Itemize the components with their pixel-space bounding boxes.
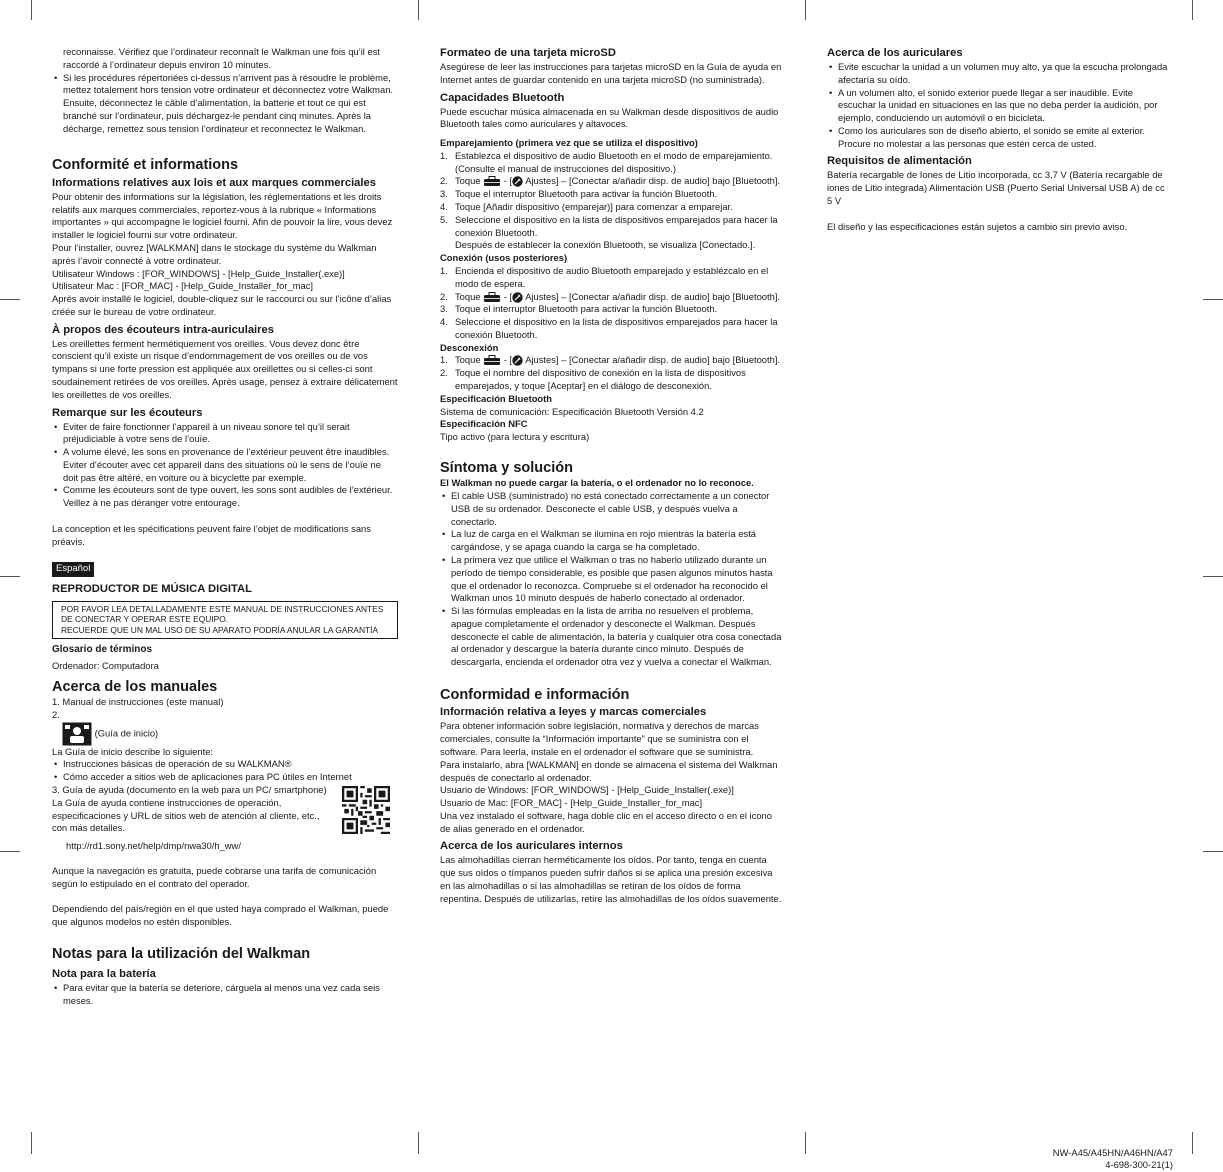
paragraph: La Guía de inicio describe lo siguiente:	[52, 745, 214, 757]
desconexion-steps	[440, 354, 784, 392]
paragraph: 3. Guía de ayuda (documento en la web para un PC/ smartphone)	[52, 783, 327, 795]
crop-mark	[0, 299, 20, 300]
warning-line: RECUERDE QUE UN MAL USO DE SU APARATO PODRÍA ANULAR LA GARANTÍA	[61, 625, 379, 636]
list-item: • La luz de carga en el Walkman se ilumina en rojo mientras la batería está cargándose, y se apaga cuando la carga se ha completado.	[440, 528, 784, 554]
crop-mark	[805, 1132, 806, 1154]
subsection-title: Nota para la batería	[52, 968, 156, 981]
step-group-title: Conexión (usos posteriores)	[440, 252, 568, 264]
subsection-title: Informations relatives aux lois et aux marques commerciales	[52, 176, 376, 189]
section-title: Conformité et informations	[52, 157, 239, 174]
list-item: • Cómo acceder a sitios web de aplicaciones para PC útiles en Internet	[52, 771, 398, 784]
bateria-list	[52, 982, 398, 1008]
step-group-title: Desconexión	[440, 341, 499, 353]
list-item: • El cable USB (suministrado) no está conectado correctamente a un conector USB de su ordenador. Desconecte el cable USB, y después vuelva a conectarlo.	[440, 490, 784, 528]
column-3	[827, 46, 1172, 234]
part-number: 4-698-300-21(1)	[1105, 1159, 1173, 1171]
subsection-title: Remarque sur les écouteurs	[52, 406, 203, 419]
crop-mark	[1203, 299, 1223, 300]
list-item: 2. Toque - [ Ajustes] – [Conectar a/añadir disp. de audio] bajo [Bluetooth].	[440, 175, 781, 187]
step-group-title: Emparejamiento (primera vez que se utiliza el dispositivo)	[440, 137, 698, 149]
toolbox-icon	[483, 355, 501, 366]
paragraph: Utilisateur Mac : [FOR_MAC] - [Help_Guide_Installer_for_mac]	[52, 280, 314, 292]
subsection-title: Acerca de los auriculares	[827, 47, 963, 59]
subsection-title: Acerca de los auriculares internos	[440, 840, 623, 853]
paragraph: El diseño y las especificaciones están sujetos a cambio sin previo aviso.	[827, 220, 1128, 232]
list-item: 2. Toque el nombre del dispositivo de conexión en la lista de dispositivos emparejados, y toque [Aceptar] en el diálogo de desconexión.	[440, 367, 746, 391]
section-title: Notas para la utilización del Walkman	[52, 945, 311, 962]
spec-title: Especificación Bluetooth	[440, 392, 552, 404]
subsection-title: Formateo de una tarjeta microSD	[440, 47, 616, 59]
subsection-title: Glosario de términos	[52, 644, 153, 656]
settings-icon	[512, 355, 523, 366]
symptom-title: El Walkman no puede cargar la batería, o el ordenador no lo reconoce.	[440, 477, 754, 489]
crop-mark	[418, 1132, 419, 1154]
guia-list	[52, 758, 398, 784]
product-title: REPRODUCTOR DE MÚSICA DIGITAL	[52, 582, 252, 595]
section-title: Acerca de los manuales	[52, 678, 218, 695]
model-numbers: NW-A45/A45HN/A46HN/A47	[1052, 1147, 1173, 1158]
paragraph: La Guía de ayuda contiene instrucciones de operación, especificaciones y URL de sitios web de atención al cliente, etc., con más detalles.	[52, 796, 320, 834]
list-item: • Eviter de faire fonctionner l’appareil à un niveau sonore tel qu’il serait préjudiciable à votre sens de l’ouïe.	[52, 421, 398, 447]
section-title: Conformidad e información	[440, 686, 630, 703]
settings-icon	[512, 176, 523, 187]
paragraph: Puede escuchar música almacenada en su Walkman desde dispositivos de audio Bluetooth tales como auriculares y altavoces.	[440, 105, 779, 130]
qr-code	[342, 786, 390, 834]
paragraph: Après avoir installé le logiciel, double-cliquez sur le raccourci ou sur l’icône d’alias créée sur le bureau de votre ordinateur.	[52, 293, 392, 317]
toolbox-icon	[483, 176, 501, 187]
sintoma-list	[440, 490, 784, 669]
list-item: • Para evitar que la batería se deteriore, cárguela al menos una vez cada seis meses.	[52, 982, 398, 1008]
warning-line: POR FAVOR LEA DETALLADAMENTE ESTE MANUAL DE INSTRUCCIONES ANTES DE CONECTAR Y OPERAR ESTE EQUIPO.	[61, 603, 384, 625]
item-text: (Guía de inicio)	[94, 727, 159, 739]
crop-mark	[1203, 576, 1223, 577]
paragraph: Utilisateur Windows : [FOR_WINDOWS] - [Help_Guide_Installer(.exe)]	[52, 267, 345, 279]
section-title: Síntoma y solución	[440, 459, 573, 476]
paragraph: Pour l’installer, ouvrez [WALKMAN] dans le stockage du système du Walkman après l’avoir connecté à votre ordinateur.	[52, 241, 377, 266]
crop-mark	[418, 0, 419, 20]
paragraph: Ordenador: Computadora	[52, 659, 159, 671]
subsection-title: Información relativa a leyes y marcas comerciales	[440, 706, 707, 719]
help-guide-url[interactable]: http://rd1.sony.net/help/dmp/nwa30/h_ww/	[66, 840, 241, 852]
spec-title: Especificación NFC	[440, 418, 528, 430]
list-item: 1. Establezca el dispositivo de audio Bluetooth en el modo de emparejamiento. (Consulte el manual de instrucciones del dispositivo.)	[440, 149, 773, 174]
paragraph: Sistema de comunicación: Especificación Bluetooth Versión 4.2	[440, 405, 704, 417]
footer	[1053, 1147, 1173, 1171]
warning-box	[52, 601, 398, 640]
crop-mark	[31, 1132, 32, 1154]
paragraph: Les oreillettes ferment hermétiquement vos oreilles. Vous devez donc être conscient qu’il existe un risque d’endommagement de vos oreilles ou de vos tympans si une forte pression est appliquée aux oreillettes ou si celles-ci sont soudainement retirées de vos oreilles. Après usage, pensez à extraire délicatement les oreillettes de vos oreilles.	[52, 337, 398, 400]
paragraph: Las almohadillas cierran herméticamente los oídos. Por tanto, tenga en cuenta que sus oídos o tímpanos pueden sufrir daños si se aplica una presión excesiva en las almohadillas o si las almohadillas se retiran de los oídos de forma repentina. Después de utilizarlas, retire las almohadillas de los oídos suavemente.	[440, 854, 782, 904]
subsection-title: Capacidades Bluetooth	[440, 91, 565, 104]
column-1	[52, 46, 398, 1008]
conexion-steps	[440, 265, 784, 342]
intro-tail: reconnaisse. Vérifiez que l’ordinateur reconnaît le Walkman une fois qu’il est raccordé à l’ordinateur depuis environ 10 minutes.	[63, 46, 381, 70]
remarque-list	[52, 421, 398, 510]
paragraph: Usuario de Mac: [FOR_MAC] - [Help_Guide_Installer_for_mac]	[440, 797, 703, 809]
paragraph: 1. Manual de instrucciones (este manual)	[52, 696, 224, 708]
list-item: • Instrucciones básicas de operación de su WALKMAN®	[52, 758, 398, 771]
subsection-title: Requisitos de alimentación	[827, 155, 972, 168]
list-item: 3. Toque el interruptor Bluetooth para activar la función Bluetooth.	[440, 188, 718, 200]
subsection-title: À propos des écouteurs intra-auriculaires	[52, 323, 274, 336]
list-item: 5. Seleccione el dispositivo en la lista de dispositivos emparejados para hacer la conexión Bluetooth. Después de establecer la conexión Bluetooth, se visualiza [Conectado.].	[440, 213, 778, 251]
list-item: • Evite escuchar la unidad a un volumen muy alto, ya que la escucha prolongada afectaría su oído.	[827, 61, 1172, 87]
settings-icon	[512, 292, 523, 303]
list-item: 2. Toque - [ Ajustes] – [Conectar a/añadir disp. de audio] bajo [Bluetooth].	[440, 290, 781, 302]
list-item: 4. Seleccione el dispositivo en la lista de dispositivos emparejados para hacer la conexión Bluetooth.	[440, 316, 778, 340]
item-number: 2.	[52, 708, 60, 720]
paragraph: Dependiendo del país/región en el que usted haya comprado el Walkman, puede que algunos modelos no estén disponibles.	[52, 903, 389, 928]
paragraph: La conception et les spécifications peuvent faire l’objet de modifications sans préavis.	[52, 523, 371, 547]
list-item: • La primera vez que utilice el Walkman o tras no haberlo utilizado durante un período de tiempo considerable, es posible que pasen algunos minutos hasta que el ordenador lo reconozca. Compruebe si el ordenador ha reconocido el Walkman unos 10 minuto después de haberlo conectado al ordenador.	[440, 554, 784, 605]
startup-guide-icon	[62, 722, 92, 746]
list-item: 1. Encienda el dispositivo de audio Bluetooth emparejado y establézcalo en el modo de espera.	[440, 264, 769, 289]
list-item: • Si les procédures répertoriées ci-dessus n’arrivent pas à résoudre le problème, mettez totalement hors tension votre ordinateur et déconnectez votre Walkman. Ensuite, déconnectez le câble d’alimentation, la batterie et tout ce qui est branché sur l’ordinateur, puis déchargez-le pendant cinq minutes. Après la décharge, remettez sous tension l’ordinateur et reconnectez le Walkman.	[52, 72, 398, 136]
language-badge: Español	[52, 562, 94, 577]
list-item: • Comme les écouteurs sont de type ouvert, les sons sont audibles de l’extérieur. Veillez à ne pas déranger votre entourage.	[52, 484, 398, 510]
emparejamiento-steps	[440, 150, 784, 252]
intro-bullet-list	[52, 72, 398, 136]
paragraph: Para obtener información sobre legislación, normativa y derechos de marcas comerciales, consulte la “Información importante” que se suministra con el software. Para leerla, instale en el ordenador el software que se suministra.	[440, 720, 759, 757]
help-guide-block	[52, 784, 398, 835]
paragraph: Una vez instalado el software, haga doble clic en el acceso directo o en el icono de alias generado en el ordenador.	[440, 809, 772, 834]
paragraph: Asegúrese de leer las instrucciones para tarjetas microSD en la Guía de ayuda en Internet antes de guardar contenido en una tarjeta microSD (no suministrada).	[440, 61, 782, 85]
manual-2-row	[52, 709, 398, 746]
crop-mark	[0, 576, 20, 577]
paragraph: Para instalarlo, abra [WALKMAN] en donde se almacena el sistema del Walkman después de conectarlo al ordenador.	[440, 758, 778, 783]
paragraph: Pour obtenir des informations sur la législation, les réglementations et les droits relatifs aux marques commerciales, reportez-vous à la rubrique « Informations importantes » qui accompagne le logiciel fourni. Afin de pouvoir la lire, vous devez installer le logiciel fourni sur votre ordinateur.	[52, 190, 393, 241]
crop-mark	[0, 851, 20, 852]
crop-mark	[31, 0, 32, 20]
toolbox-icon	[483, 292, 501, 303]
column-2	[440, 46, 784, 906]
list-item: 1. Toque - [ Ajustes] – [Conectar a/añadir disp. de audio] bajo [Bluetooth].	[440, 354, 781, 366]
paragraph: Batería recargable de Iones de Litio incorporada, cc 3,7 V (Batería recargable de iones de Litio integrada) Alimentación USB (Puerto Serial Universal USB A) de cc 5 V	[827, 169, 1165, 207]
paragraph: Usuario de Windows: [FOR_WINDOWS] - [Help_Guide_Installer(.exe)]	[440, 784, 734, 796]
list-item: • A un volumen alto, el sonido exterior puede llegar a ser inaudible. Evite escuchar la unidad en situaciones en las que no deba perder la audición, por ejemplo, conduciendo un automóvil o en bicicleta.	[827, 87, 1172, 125]
list-item: • Como los auriculares son de diseño abierto, el sonido se emite al exterior. Procure no molestar a las personas que estén cerca de usted.	[827, 125, 1172, 151]
auriculares-list	[827, 61, 1172, 150]
crop-mark	[1203, 851, 1223, 852]
crop-mark	[1192, 0, 1193, 20]
paragraph: Tipo activo (para lectura y escritura)	[440, 431, 590, 443]
list-item: 4. Toque [Añadir dispositivo (emparejar)] para comenzar a emparejar.	[440, 201, 733, 213]
crop-mark	[805, 0, 806, 20]
crop-mark	[1192, 1132, 1193, 1154]
paragraph: Aunque la navegación es gratuita, puede cobrarse una tarifa de comunicación según lo estipulado en el contrato del operador.	[52, 864, 377, 889]
list-item: • Si las fórmulas empleadas en la lista de arriba no resuelven el problema, apague completamente el ordenador y desconecte el Walkman. Después desconecte el cable de alimentación, la batería y cualquier otra cosa conectada al ordenador y descargue la batería durante cinco minuto. Después de descargarla, encienda el ordenador otra vez y vuelva a conectar el Walkman.	[440, 605, 784, 669]
list-item: • A volume élevé, les sons en provenance de l’extérieur peuvent être inaudibles. Eviter d’écouter avec cet appareil dans des situations où le sens de l’ouïe ne doit pas être altéré, en voiture ou à bicyclette par exemple.	[52, 446, 398, 484]
list-item: 3. Toque el interruptor Bluetooth para activar la función Bluetooth.	[440, 303, 718, 315]
